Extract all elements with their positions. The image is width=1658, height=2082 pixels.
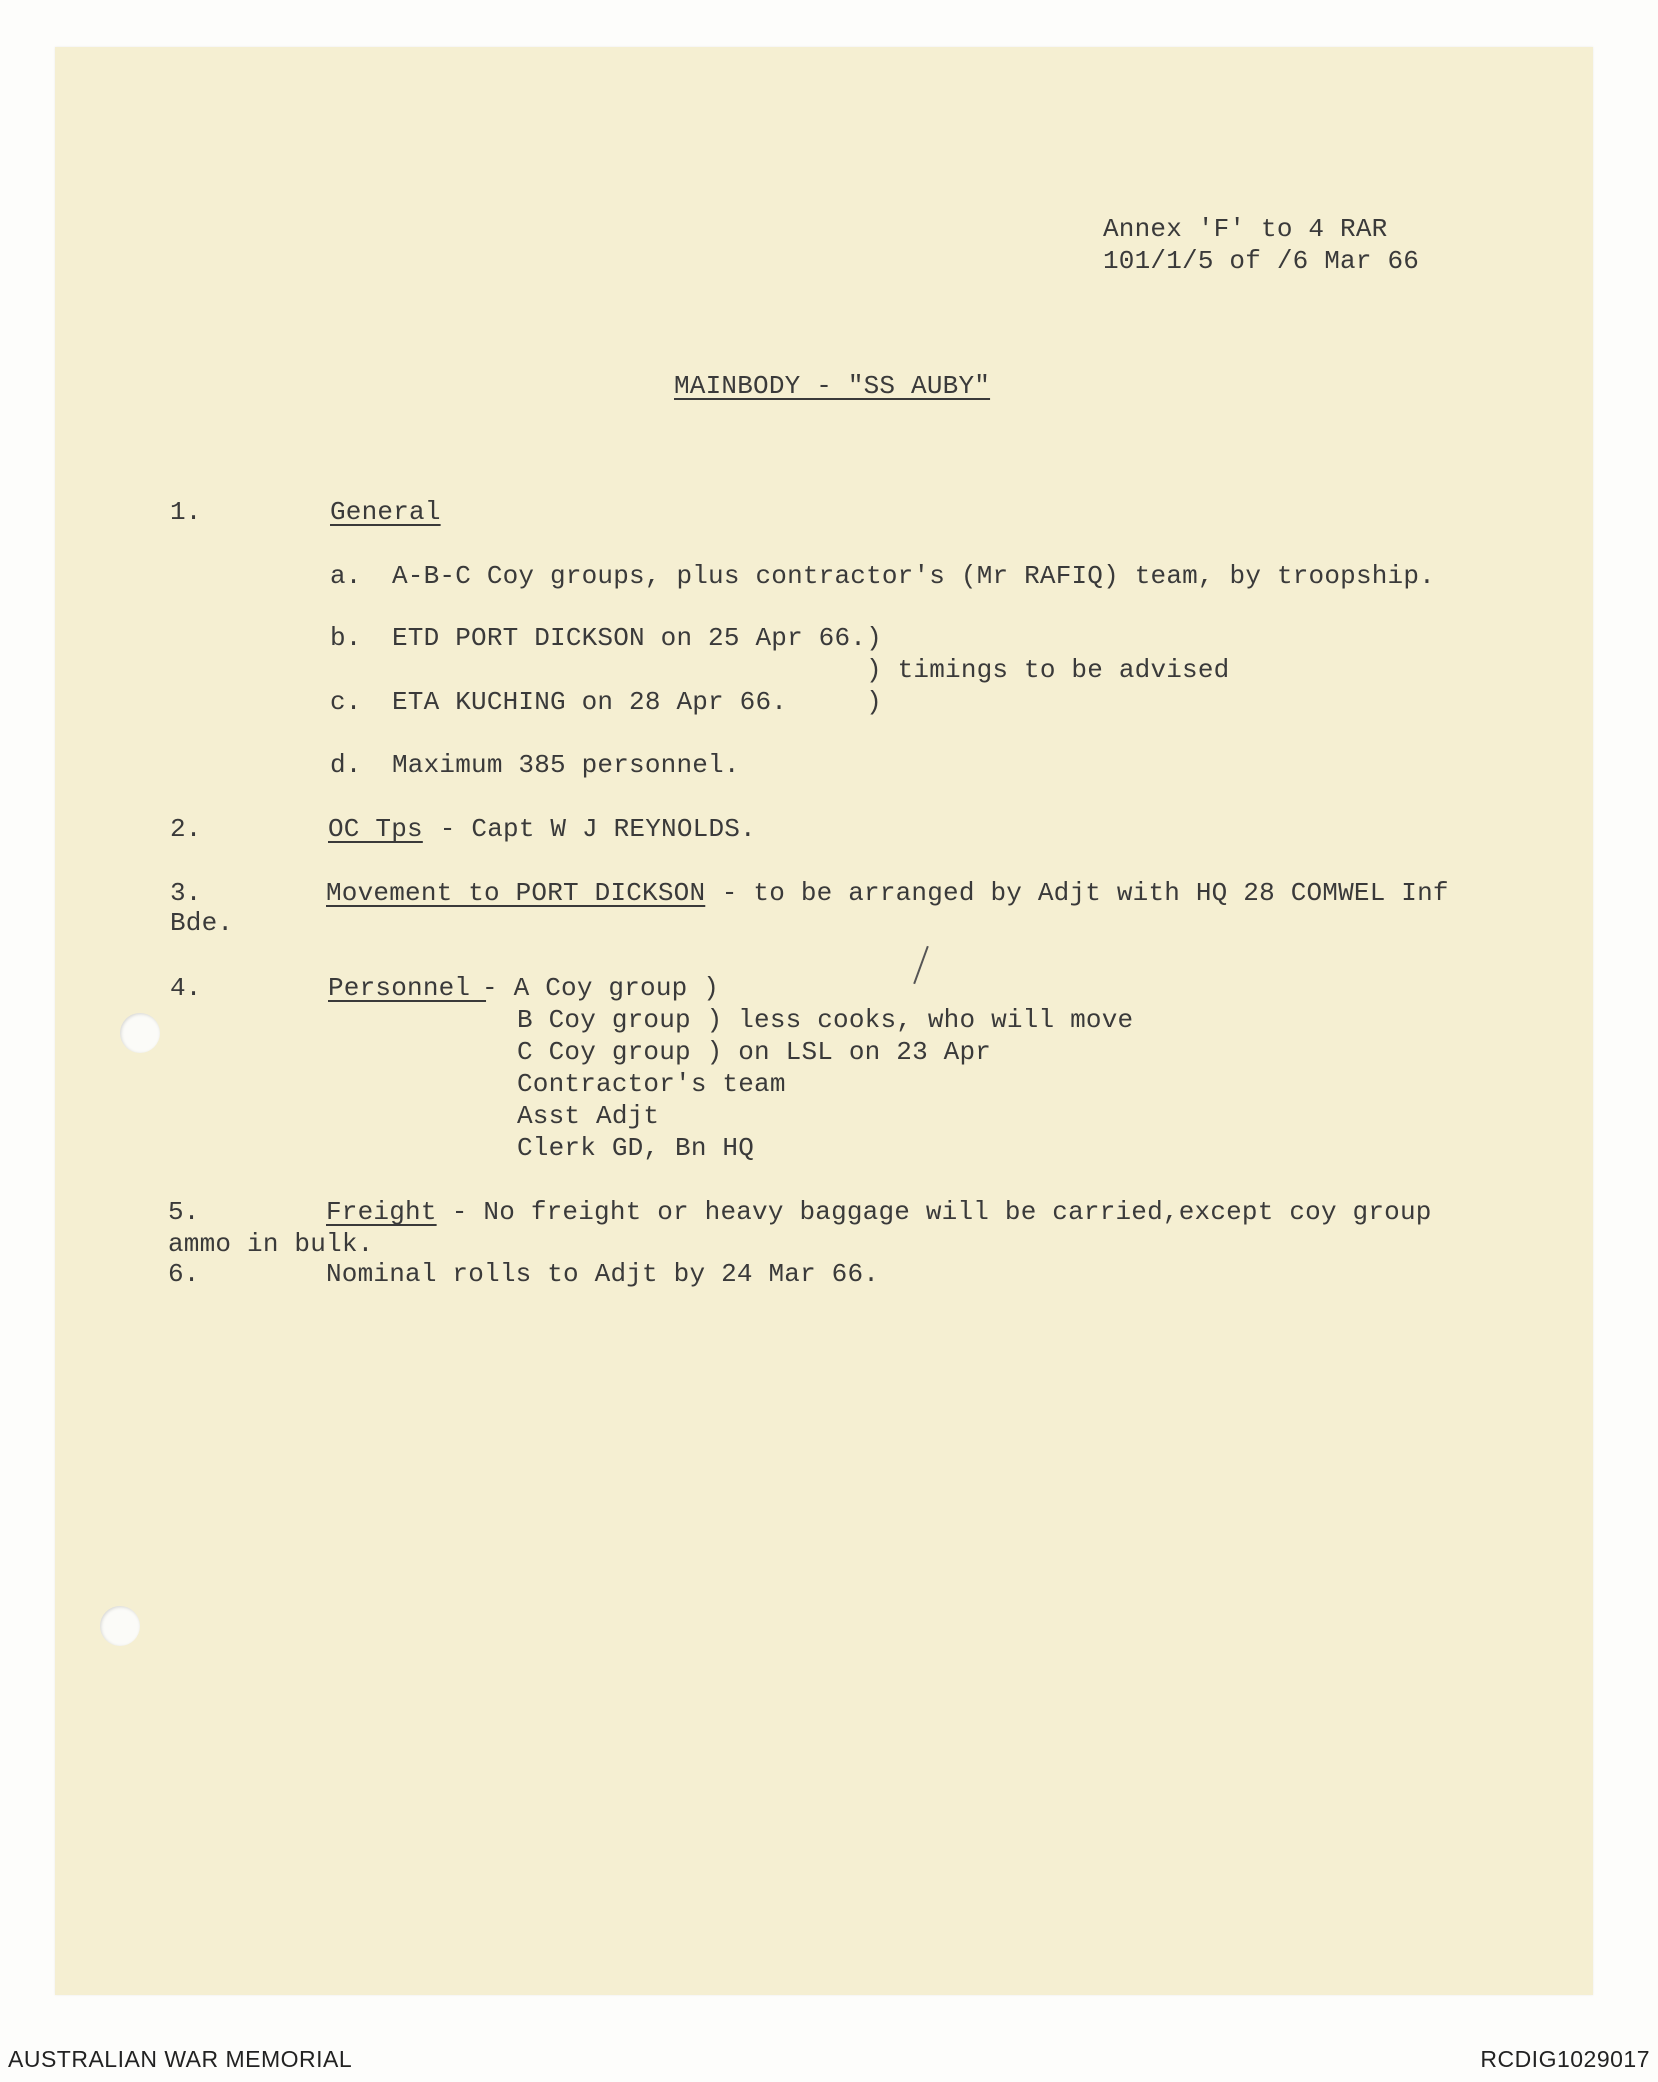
personnel-line: C Coy group ) on LSL on 23 Apr: [517, 1037, 992, 1067]
personnel-line: Asst Adjt: [517, 1101, 660, 1131]
item-number: 4.: [170, 973, 202, 1003]
subitem-letter: a.: [330, 561, 362, 591]
item-number: 1.: [170, 497, 202, 527]
footer-left: AUSTRALIAN WAR MEMORIAL: [8, 2046, 353, 2072]
subitem-letter: d.: [330, 750, 362, 780]
subitem-text: A-B-C Coy groups, plus contractor's (Mr RAFIQ) team, by troopship.: [392, 561, 1435, 591]
subitem-text: ETD PORT DICKSON on 25 Apr 66.): [392, 623, 882, 653]
personnel-line: Clerk GD, Bn HQ: [517, 1133, 755, 1163]
item-text: Nominal rolls to Adjt by 24 Mar 66.: [326, 1259, 880, 1289]
item-number: 2.: [170, 814, 202, 844]
item-text: - to be arranged by Adjt with HQ 28 COMWEL Inf: [706, 878, 1449, 908]
item-heading-movement: Movement to PORT DICKSON: [326, 878, 706, 908]
personnel-line: Contractor's team: [517, 1069, 786, 1099]
item-text: - Capt W J REYNOLDS.: [424, 814, 756, 844]
annex-reference-line-1: Annex 'F' to 4 RAR: [1103, 214, 1388, 244]
item-number: 6.: [168, 1259, 200, 1289]
punch-hole: [120, 1013, 160, 1053]
item-text: - No freight or heavy baggage will be carried,except coy group: [436, 1197, 1432, 1227]
item-heading-general: General: [330, 497, 441, 527]
item-number: 5.: [168, 1197, 200, 1227]
subitem-text: Maximum 385 personnel.: [392, 750, 740, 780]
document-title: MAINBODY - "SS AUBY": [674, 371, 991, 401]
punch-hole: [100, 1606, 140, 1646]
subitem-letter: c.: [330, 687, 362, 717]
personnel-line: B Coy group ) less cooks, who will move: [517, 1005, 1134, 1035]
item-heading-freight: Freight: [326, 1197, 437, 1227]
personnel-line: - A Coy group ): [482, 973, 720, 1003]
item-continuation: Bde.: [170, 908, 234, 938]
item-heading-oc-tps: OC Tps: [328, 814, 423, 844]
item-continuation: ammo in bulk.: [168, 1229, 374, 1259]
annex-reference-line-2: 101/1/5 of /6 Mar 66: [1103, 246, 1420, 276]
item-heading-personnel: Personnel: [328, 973, 487, 1003]
item-number: 3.: [170, 878, 202, 908]
subitem-text: ETA KUCHING on 28 Apr 66. ): [392, 687, 882, 717]
timings-bracket-note: ) timings to be advised: [866, 655, 1230, 685]
footer-right: RCDIG1029017: [1480, 2046, 1650, 2072]
subitem-letter: b.: [330, 623, 362, 653]
